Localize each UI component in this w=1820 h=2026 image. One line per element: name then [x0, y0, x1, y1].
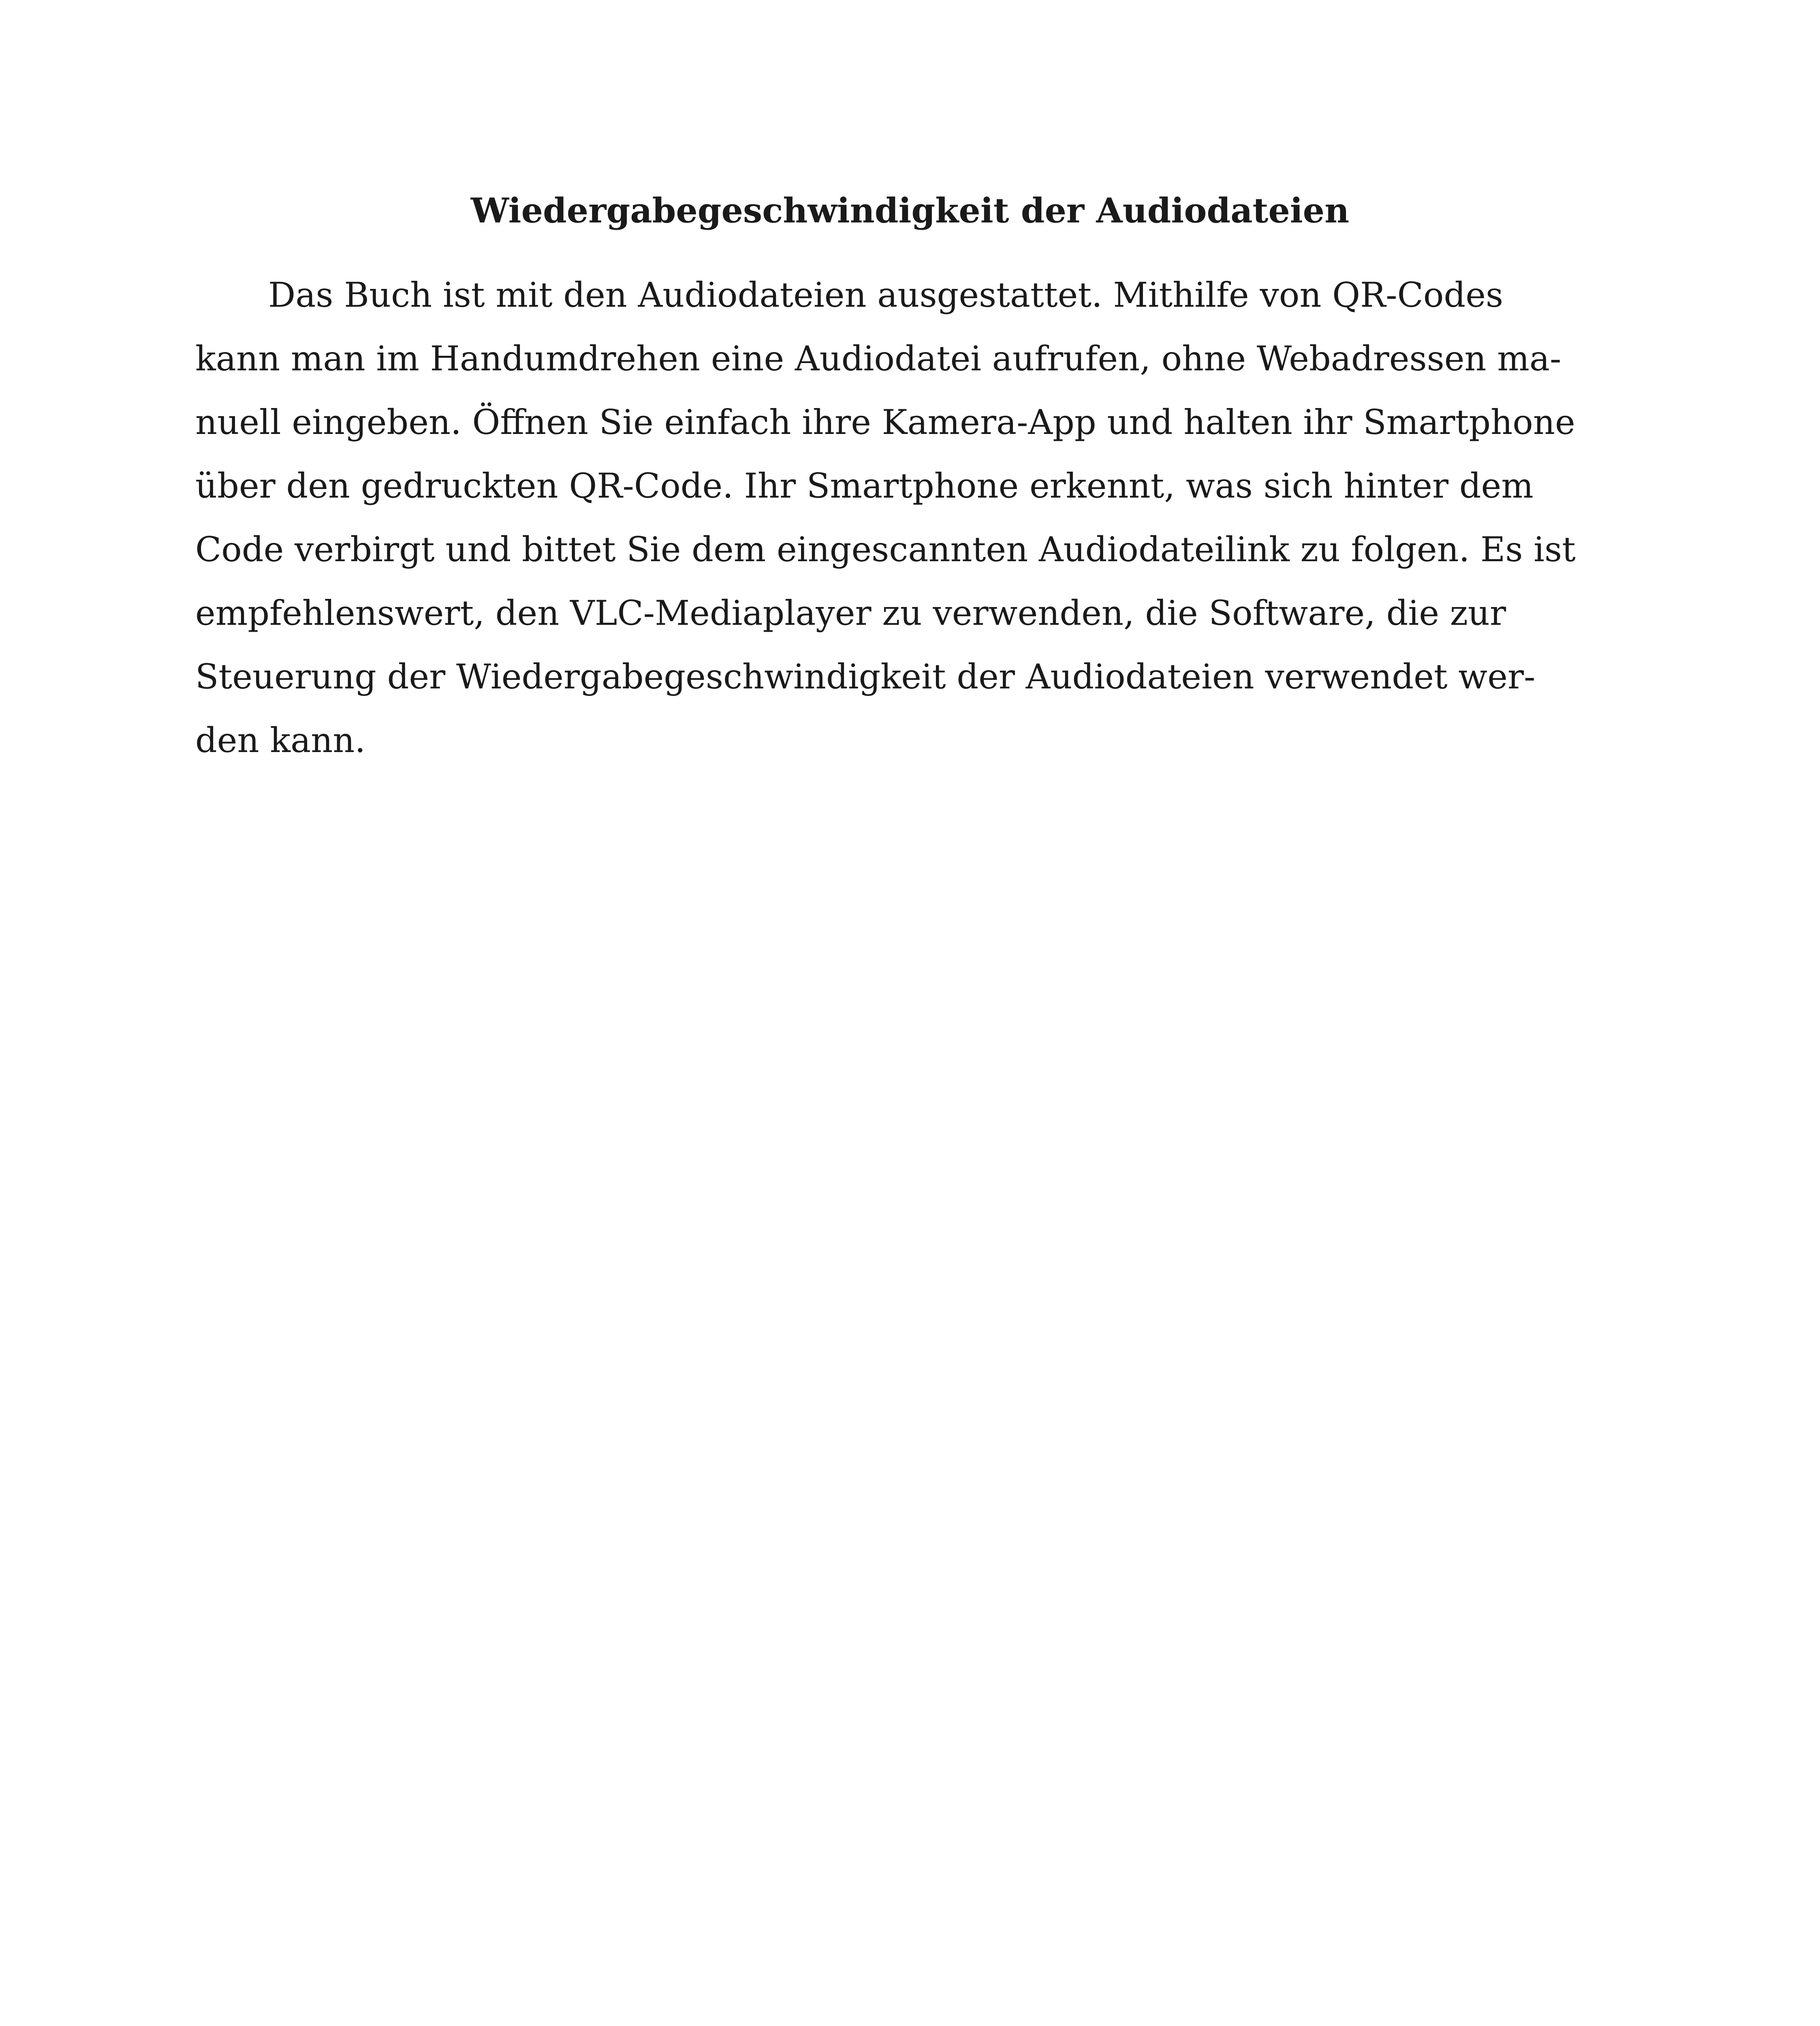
body-paragraph: [195, 263, 1576, 772]
paragraph-line: Steuerung der Wiedergabegeschwindigkeit der Audiodateien verwendet wer-: [195, 657, 1536, 697]
paragraph-line: über den gedruckten QR-Code. Ihr Smartphone erkennt, was sich hinter dem: [195, 466, 1534, 506]
paragraph-line: Das Buch ist mit den Audiodateien ausgestattet. Mithilfe von QR-Codes: [268, 275, 1504, 315]
paragraph-line: kann man im Handumdrehen eine Audiodatei aufrufen, ohne Webadressen ma-: [195, 339, 1562, 378]
paragraph-line: nuell eingeben. Öffnen Sie einfach ihre Kamera-App und halten ihr Smartphone: [195, 402, 1575, 442]
section-heading: Wiedergabegeschwindigkeit der Audiodateien: [470, 190, 1350, 231]
paragraph-line: empfehlenswert, den VLC-Mediaplayer zu verwenden, die Software, die zur: [195, 593, 1506, 633]
paragraph-line: den kann.: [195, 720, 366, 760]
paragraph-line: Code verbirgt und bittet Sie dem eingescannten Audiodateilink zu folgen. Es ist: [195, 530, 1576, 569]
